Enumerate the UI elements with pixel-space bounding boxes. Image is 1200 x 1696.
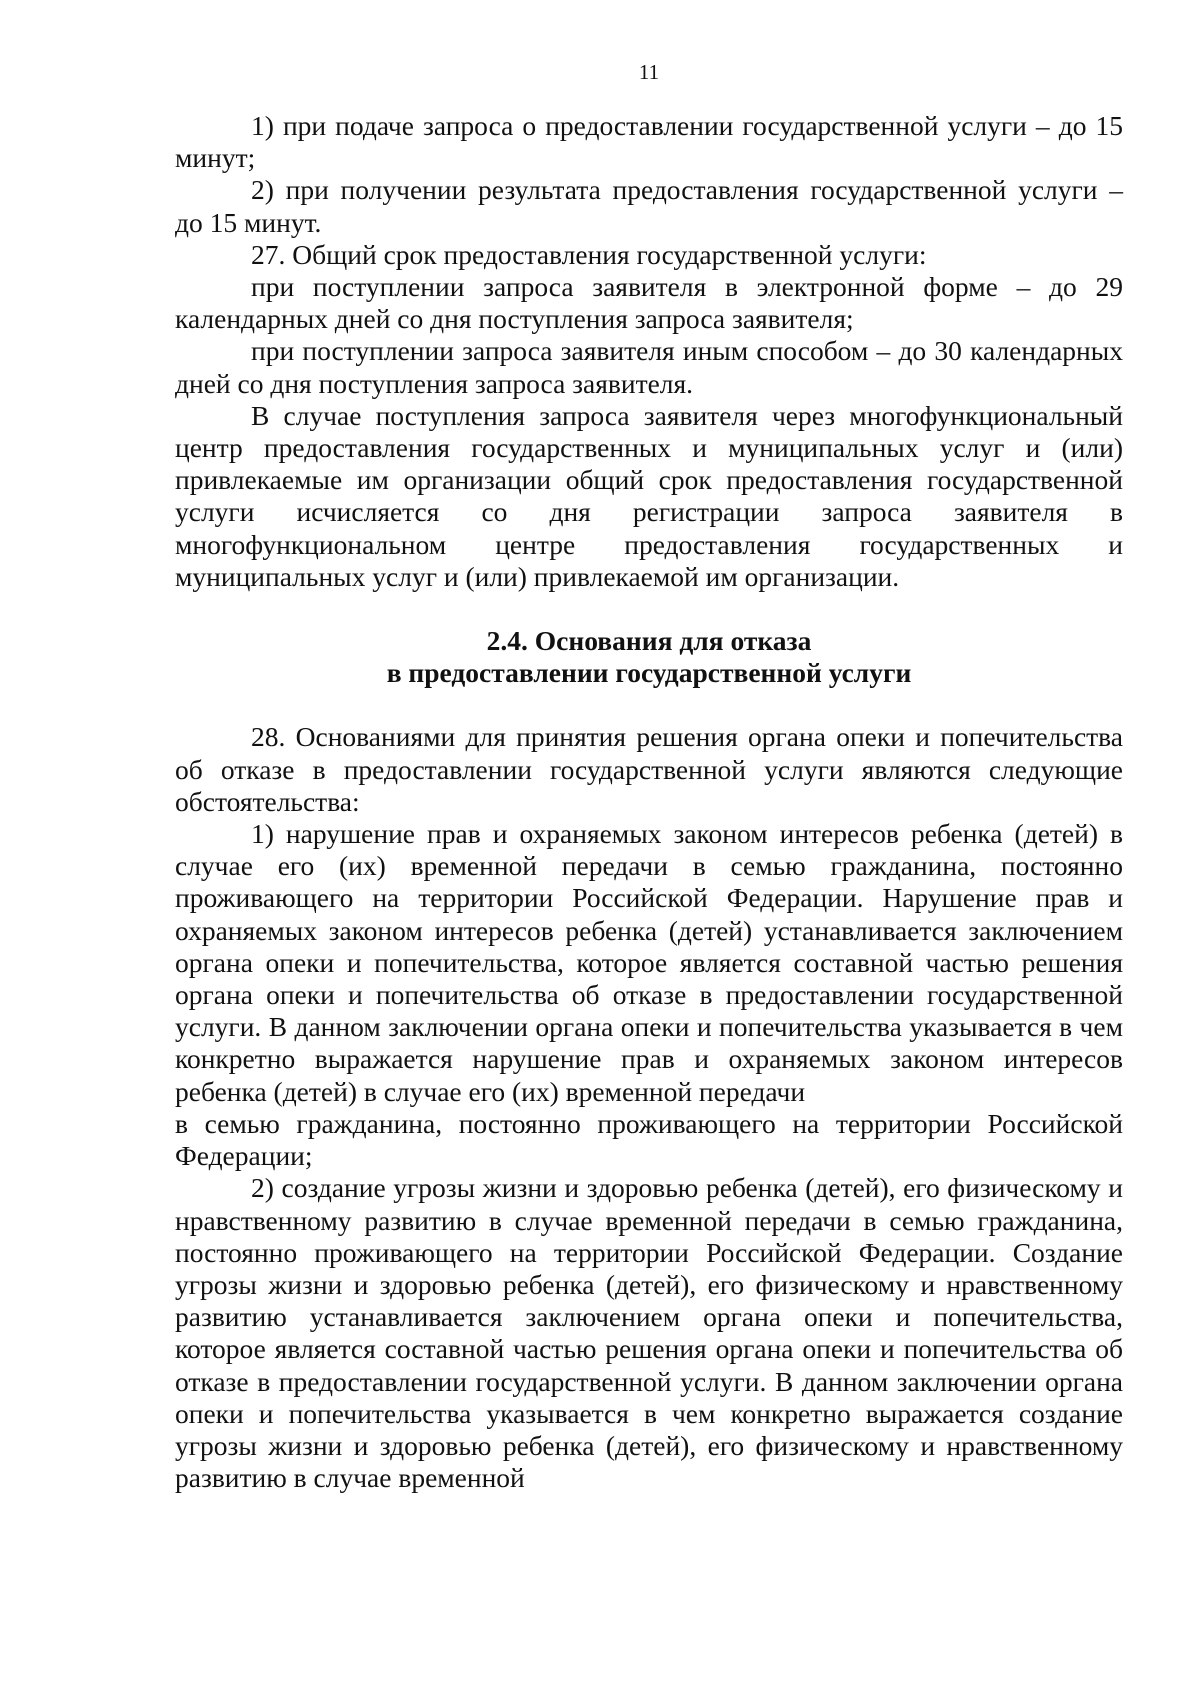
paragraph-5: при поступлении запроса заявителя иным способом – до 30 календарных дней со дня поступления запроса заявителя.: [175, 335, 1123, 399]
paragraph-7: 28. Основаниями для принятия решения органа опеки и попечительства об отказе в предоставлении государственной услуги являются следующие обстоятельства:: [175, 721, 1123, 817]
section-heading-line-2: в предоставлении государственной услуги: [386, 657, 912, 689]
paragraph-3: 27. Общий срок предоставления государственной услуги:: [251, 238, 927, 270]
section-heading-line-1: 2.4. Основания для отказа: [486, 625, 812, 657]
paragraph-1: 1) при подаче запроса о предоставлении государственной услуги – до 15 минут;: [175, 110, 1123, 174]
paragraph-4: при поступлении запроса заявителя в электронной форме – до 29 календарных дней со дня поступления запроса заявителя;: [175, 271, 1123, 335]
paragraph-9: в семью гражданина, постоянно проживающего на территории Российской Федерации;: [175, 1107, 1123, 1172]
document-page: [175, 60, 1123, 1494]
paragraphs-bottom: [175, 721, 1123, 1494]
paragraph-8: 1) нарушение прав и охраняемых законом интересов ребенка (детей) в случае его (их) временной передачи в семью гражданина, постоянно проживающего на территории Российской Федерации. Нарушение прав и охраняемых законом интересов ребенка (детей) устанавливается заключением органа опеки и попечительства, которое является составной частью решения органа опеки и попечительства об отказе в предоставлении государственной услуги. В данном заключении органа опеки и попечительства указывается в чем конкретно выражается нарушение прав и охраняемых законом интересов ребенка (детей) в случае его (их) временной передачи: [175, 818, 1123, 1107]
paragraphs-top: [175, 110, 1123, 593]
paragraph-10: 2) создание угрозы жизни и здоровью ребенка (детей), его физическому и нравственному развитию в случае временной передачи в семью гражданина, постоянно проживающего на территории Российской Федерации. Создание угрозы жизни и здоровью ребенка (детей), его физическому и нравственному развитию устанавливается заключением органа опеки и попечительства, которое является составной частью решения органа опеки и попечительства об отказе в предоставлении государственной услуги. В данном заключении органа опеки и попечительства указывается в чем конкретно выражается создание угрозы жизни и здоровью ребенка (детей), его физическому и нравственному развитию в случае временной: [175, 1172, 1123, 1494]
paragraph-2: 2) при получении результата предоставления государственной услуги – до 15 минут.: [175, 174, 1123, 238]
page-number: 11: [638, 60, 660, 84]
paragraph-6: В случае поступления запроса заявителя через многофункциональный центр предоставления государственных и муниципальных услуг и (или) привлекаемые им организации общий срок предоставления государственной услуги исчисляется со дня регистрации запроса заявителя в многофункциональном центре предоставления государственных и муниципальных услуг и (или) привлекаемой им организации.: [175, 399, 1123, 592]
section-heading: [175, 625, 1123, 689]
